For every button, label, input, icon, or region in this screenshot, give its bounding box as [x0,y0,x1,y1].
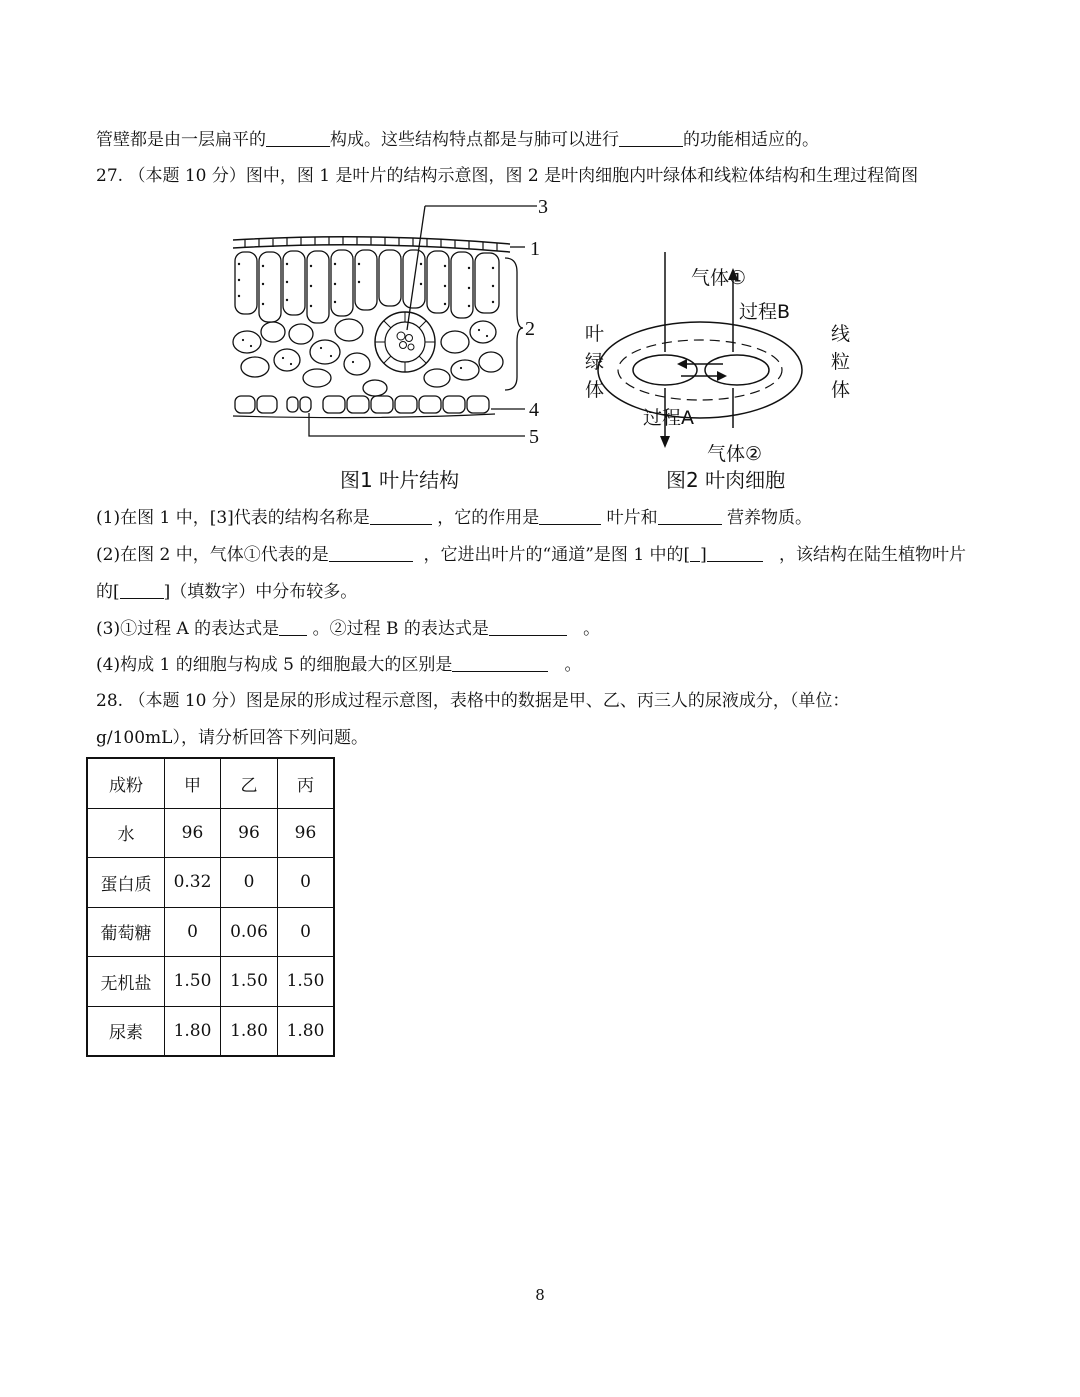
table-cell: 蛋白质 [87,858,165,908]
answer-blank[interactable] [452,653,548,672]
label-5: 5 [529,426,539,448]
table-row [87,957,334,1007]
answer-blank[interactable] [266,128,330,147]
table-cell: 96 [165,808,221,858]
chloroplast-label-1: 叶 [585,323,605,345]
answer-blank[interactable] [539,506,601,525]
label-2: 2 [525,318,535,340]
table-header: 乙 [221,758,278,808]
table-cell: 0.32 [165,858,221,908]
answer-blank[interactable] [329,543,413,562]
chloroplast-label-3: 体 [585,379,605,401]
process-a-label: 过程A [643,407,694,429]
leaf-cross-section-diagram [233,206,537,436]
q27-part-3: (3)①过程 A 的表达式是 。②过程 B 的表达式是 。 [96,619,601,639]
table-cell: 1.50 [278,957,335,1007]
answer-blank[interactable] [619,128,683,147]
q28-stem-line-2: g/100mL），请分析回答下列问题。 [96,728,368,748]
table-header-row [87,758,334,808]
process-b-label: 过程B [739,301,791,323]
table-cell: 0 [278,907,335,957]
table-header: 成粉 [87,758,165,808]
table-cell: 96 [221,808,278,858]
figure-2-caption: 图2 叶肉细胞 [666,468,786,492]
gas-2-label: 气体② [707,443,763,465]
table-cell: 1.50 [165,957,221,1007]
table-cell: 1.50 [221,957,278,1007]
table-cell: 1.80 [278,1006,335,1056]
mitochondria-label-2: 粒 [831,351,851,373]
table-cell: 0.06 [221,907,278,957]
q27-part-2-cont: 的[ ]（填数字）中分布较多。 [96,582,358,602]
figure-1-caption: 图1 叶片结构 [340,468,460,492]
label-4: 4 [529,399,539,421]
answer-blank[interactable] [658,506,722,525]
table-cell: 0 [165,907,221,957]
table-cell: 1.80 [165,1006,221,1056]
table-row [87,907,334,957]
table-header: 丙 [278,758,335,808]
table-cell: 0 [221,858,278,908]
table-cell: 尿素 [87,1006,165,1056]
urine-composition-table [86,757,335,1057]
label-1: 1 [530,238,540,260]
answer-blank[interactable] [690,543,700,562]
table-row [87,858,334,908]
table-cell: 水 [87,808,165,858]
mitochondria-label-3: 体 [831,379,851,401]
label-3: 3 [538,196,548,218]
q27-part-4: (4)构成 1 的细胞与构成 5 的细胞最大的区别是 。 [96,655,582,675]
q27-part-2: (2)在图 2 中，气体①代表的是 ，它进出叶片的“通道”是图 1 中的[ ] ，该结构在陆生植物叶片 [96,545,967,565]
q27-part-1: (1)在图 1 中，[3]代表的结构名称是 ，它的作用是 叶片和 营养物质。 [96,508,813,528]
q26-tail-line: 管壁都是由一层扁平的 构成。这些结构特点都是与肺可以进行 的功能相适应的。 [96,130,819,150]
answer-blank[interactable] [120,580,164,599]
gas-1-label: 气体① [691,267,747,289]
table-cell: 0 [278,858,335,908]
table-row [87,1006,334,1056]
q28-stem-line-1: 28. （本题 10 分）图是尿的形成过程示意图，表格中的数据是甲、乙、丙三人的尿液成分，（单位： [96,691,850,711]
answer-blank[interactable] [370,506,432,525]
q27-stem: 27. （本题 10 分）图中，图 1 是叶片的结构示意图，图 2 是叶肉细胞内叶绿体和线粒体结构和生理过程简图 [96,166,919,186]
table-cell: 葡萄糖 [87,907,165,957]
table-cell: 1.80 [221,1006,278,1056]
page-number: 8 [535,1286,545,1304]
mitochondria-label-1: 线 [831,323,851,345]
answer-blank[interactable] [707,543,763,562]
answer-blank[interactable] [279,617,307,636]
table-cell: 96 [278,808,335,858]
table-header: 甲 [165,758,221,808]
chloroplast-label-2: 绿 [585,351,605,373]
table-row [87,808,334,858]
leaf-figures [225,192,851,465]
answer-blank[interactable] [489,617,567,636]
table-cell: 无机盐 [87,957,165,1007]
